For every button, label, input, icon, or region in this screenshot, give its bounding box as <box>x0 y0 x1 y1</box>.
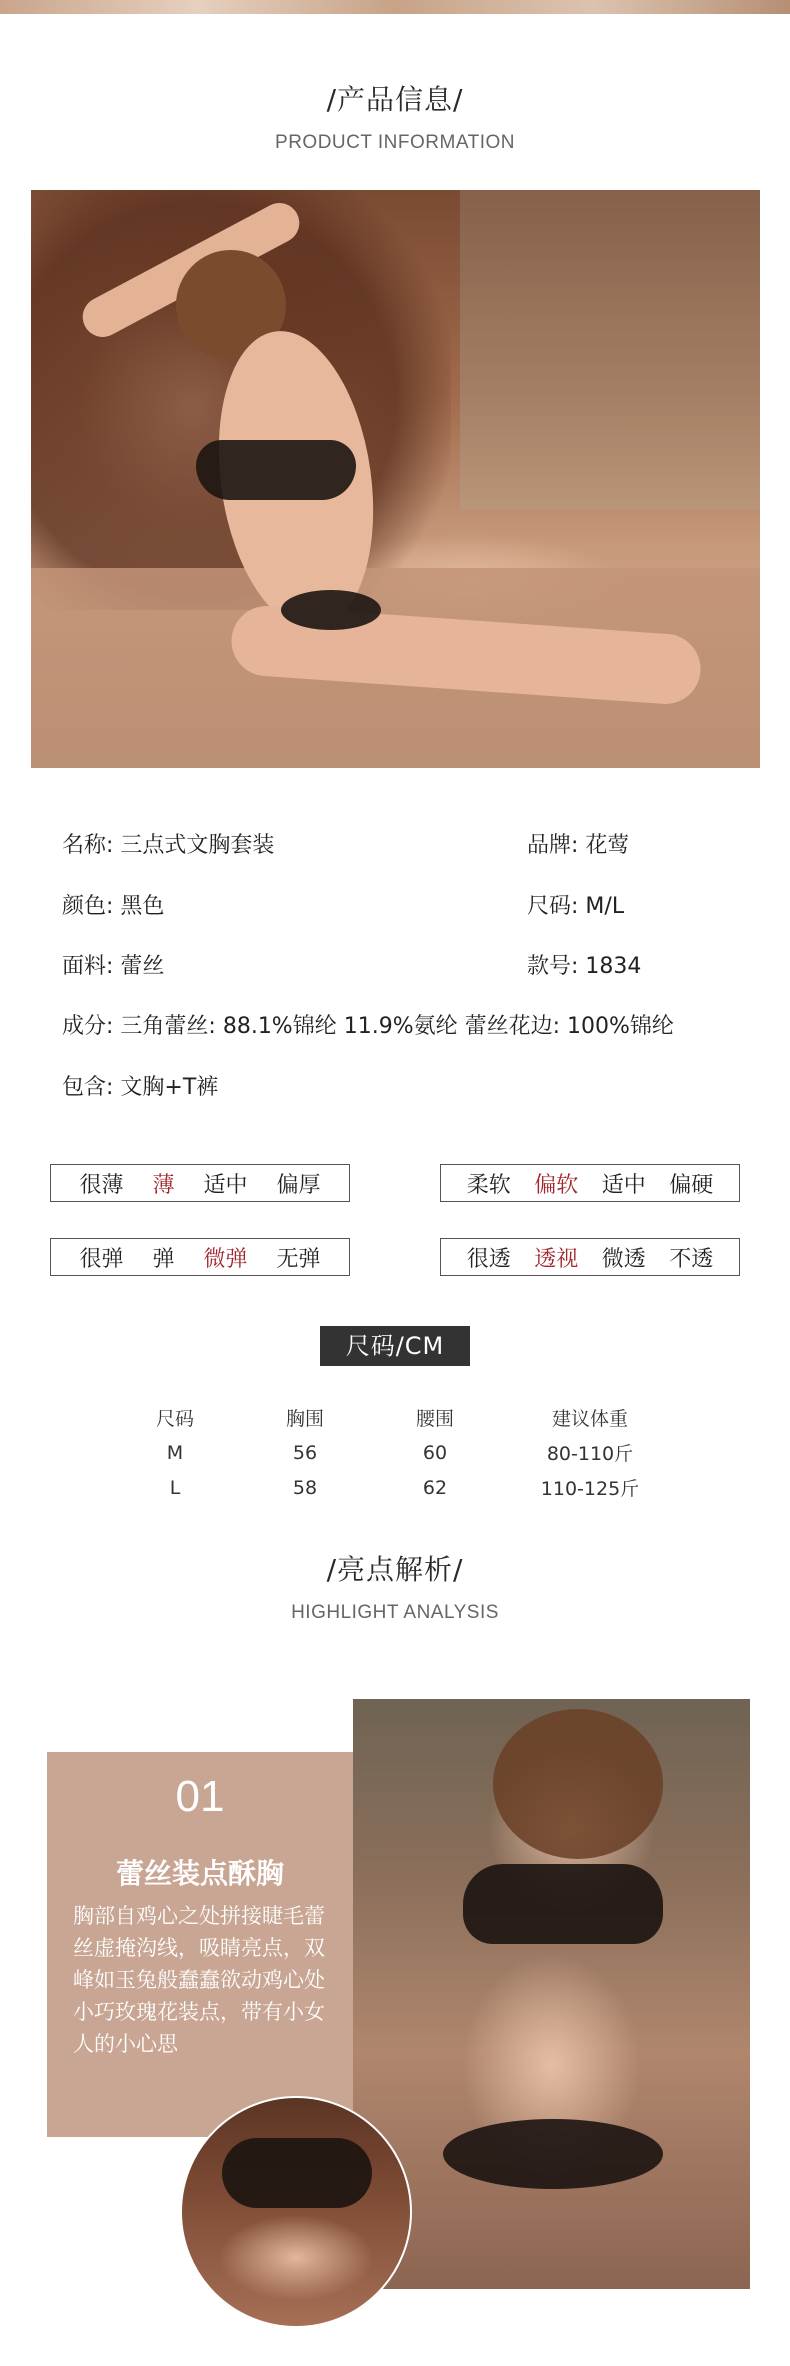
size-header-cell: 胸围 <box>285 1408 324 1430</box>
scale-softness <box>440 1164 740 1202</box>
size-header-cell: 腰围 <box>415 1408 454 1430</box>
spec-fabric-label: 面料: <box>62 954 114 979</box>
scale-elasticity <box>50 1238 350 1276</box>
spec-fabric <box>62 949 164 980</box>
size-cell: 56 <box>292 1441 318 1464</box>
spec-brand <box>527 828 629 859</box>
size-cell: L <box>169 1476 181 1499</box>
size-cell: M <box>166 1441 184 1464</box>
scale-option: 微弹 <box>203 1246 248 1272</box>
scale-option: 柔软 <box>466 1172 511 1198</box>
size-cell: 62 <box>422 1476 448 1499</box>
highlight-number: 01 <box>175 1772 225 1821</box>
highlight-detail-circle-photo <box>180 2096 412 2328</box>
scale-thickness <box>50 1164 350 1202</box>
highlight-heading <box>0 1548 790 1624</box>
table-row <box>110 1470 680 1505</box>
scale-option: 偏软 <box>534 1172 579 1198</box>
highlight-title-cn: /亮点解析/ <box>326 1553 464 1586</box>
size-cell: 110-125斤 <box>540 1478 640 1500</box>
spec-includes-value: 文胸+T裤 <box>120 1075 219 1100</box>
scale-option: 适中 <box>601 1172 646 1198</box>
size-chart-table <box>110 1400 680 1505</box>
scale-option: 不透 <box>669 1246 714 1272</box>
spec-name <box>62 828 274 859</box>
spec-composition-label: 成分: <box>62 1014 114 1039</box>
spec-brand-value: 花莺 <box>585 833 630 858</box>
size-header-cell: 建议体重 <box>551 1408 628 1430</box>
scale-option: 适中 <box>203 1172 248 1198</box>
spec-color-value: 黑色 <box>120 894 165 919</box>
spec-fabric-value: 蕾丝 <box>120 954 165 979</box>
table-row <box>110 1435 680 1470</box>
size-chart-header <box>110 1400 680 1435</box>
size-cell: 80-110斤 <box>546 1443 634 1465</box>
product-photo-main <box>31 190 760 768</box>
spec-size <box>527 889 624 920</box>
scale-option: 很透 <box>466 1246 511 1272</box>
spec-name-value: 三点式文胸套装 <box>120 833 275 858</box>
scale-transparency <box>440 1238 740 1276</box>
spec-size-label: 尺码: <box>527 894 579 919</box>
product-info-title-en: PRODUCT INFORMATION <box>275 132 515 153</box>
spec-name-label: 名称: <box>62 833 114 858</box>
scale-option: 透视 <box>534 1246 579 1272</box>
scale-option: 弹 <box>152 1246 175 1272</box>
scale-option: 偏硬 <box>669 1172 714 1198</box>
highlight-photo <box>353 1699 750 2289</box>
spec-model-label: 款号: <box>527 954 579 979</box>
spec-color-label: 颜色: <box>62 894 114 919</box>
spec-model-value: 1834 <box>585 954 642 979</box>
scale-option: 很薄 <box>79 1172 124 1198</box>
size-chart-badge: 尺码/CM <box>320 1326 470 1366</box>
spec-composition <box>62 1009 674 1040</box>
spec-includes-label: 包含: <box>62 1075 114 1100</box>
scale-option: 微透 <box>601 1246 646 1272</box>
scale-option: 很弹 <box>79 1246 124 1272</box>
spec-model <box>527 949 641 980</box>
size-cell: 60 <box>422 1441 448 1464</box>
highlight-title: 蕾丝装点酥胸 <box>115 1857 284 1890</box>
size-cell: 58 <box>292 1476 318 1499</box>
product-info-title-cn: /产品信息/ <box>326 83 464 116</box>
scale-option: 无弹 <box>276 1246 321 1272</box>
highlight-title-en: HIGHLIGHT ANALYSIS <box>291 1602 499 1623</box>
spec-color <box>62 889 164 920</box>
highlight-card <box>47 1752 353 2137</box>
spec-brand-label: 品牌: <box>527 833 579 858</box>
size-header-cell: 尺码 <box>155 1408 194 1430</box>
spec-size-value: M/L <box>585 894 625 919</box>
spec-composition-value: 三角蕾丝: 88.1%锦纶 11.9%氨纶 蕾丝花边: 100%锦纶 <box>120 1014 674 1039</box>
spec-includes <box>62 1070 218 1101</box>
product-info-heading <box>0 78 790 154</box>
scale-option: 偏厚 <box>276 1172 321 1198</box>
scale-option: 薄 <box>152 1172 175 1198</box>
top-image-strip <box>0 0 790 14</box>
highlight-description: 胸部自鸡心之处拼接睫毛蕾丝虚掩沟线，吸睛亮点，双峰如玉兔般蠢蠢欲动鸡心处小巧玫瑰花装点，带有小女人的小心思 <box>73 1904 325 2056</box>
